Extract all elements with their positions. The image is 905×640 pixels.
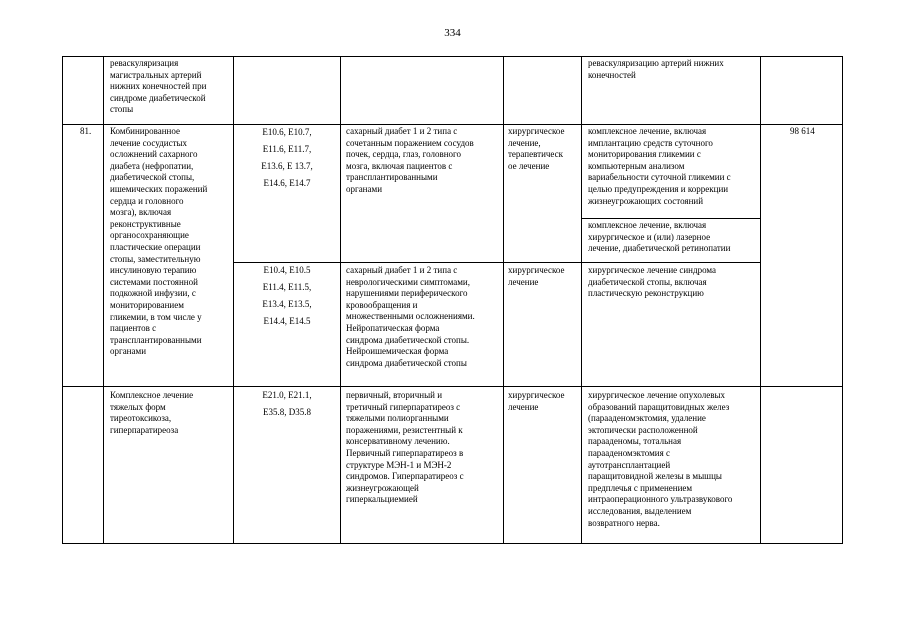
table-border xyxy=(62,386,842,387)
table-border xyxy=(581,218,760,219)
table-border xyxy=(503,56,504,544)
table-border xyxy=(62,56,63,544)
row82-model-cell: первичный, вторичный и третичный гиперпаратиреоз с тяжелыми полиорганными поражениями, резистентный к консервативному лечению. Первичный гиперпаратиреоз в структуре МЭН-1 и МЭН-2 синдромов. Гиперпаратиреоз с жизнеугрожающей гиперкальциемией xyxy=(346,390,464,505)
table-border xyxy=(62,543,842,544)
row81-sub2-type-cell: хирургическое лечение xyxy=(508,265,565,287)
row81-sub2-method-cell: хирургическое лечение синдрома диабетической стопы, включая пластическую реконструкцию xyxy=(588,265,717,299)
table-border xyxy=(62,56,842,57)
row81-name-cell: Комбинированное лечение сосудистых осложнений сахарного диабета (нефропатии, диабетической стопы, ишемических поражений сердца и головного мозга), включая реконструктивные органосохраняющие пластические операции стопы, заместительную инсулиновую терапию системами постоянной подкожной инфузии, с мониторированием гликемии, в том числе у пациентов с трансплантированными органами xyxy=(110,126,208,357)
row82-method-cell: хирургическое лечение опухолевых образований паращитовидных желез (парааденомэктомия, удаление эктопически расположенной парааденомы, тотальная парааденомэктомия с аутотрансплантацией паращитовидной железы в мышцы предплечья с применением интраоперационного ультразвукового исследования, выделением возвратного нерва. xyxy=(588,390,733,528)
row81-sub1-method-b-cell: комплексное лечение, включая хирургическое и (или) лазерное лечение, диабетической ретинопатии xyxy=(588,220,731,254)
row81-sub2-codes-cell: E10.4, E10.5 E11.4, E11.5, E13.4, E13.5, E14.4, E14.5 xyxy=(262,265,312,326)
row81-sub1-model-cell: сахарный диабет 1 и 2 типа с сочетанным поражением сосудов почек, сердца, глаз, головного мозга, включая пациентов с трансплантированными органами xyxy=(346,126,474,194)
row81-price-cell: 98 614 xyxy=(790,126,815,136)
table-border xyxy=(62,124,842,125)
table-border xyxy=(842,56,843,544)
row81-sub1-method-a-cell: комплексное лечение, включая имплантацию средств суточного мониторирования гликемии с компьютерным анализом вариабельности суточной гликемии с целью предупреждения и коррекции жизнеугрожающих состояний xyxy=(588,126,731,206)
row82-codes-cell: E21.0, E21.1, E35.8, D35.8 xyxy=(262,390,312,417)
row81-sub1-codes-cell: E10.6, E10.7, E11.6, E11.7, E13.6, E 13.7, E14.6, E14.7 xyxy=(261,127,313,188)
row82-type-cell: хирургическое лечение xyxy=(508,390,565,412)
continuation-name-cell: реваскуляризация магистральных артерий нижних конечностей при синдроме диабетической стопы xyxy=(110,58,207,115)
continuation-method-cell: реваскуляризацию артерий нижних конечностей xyxy=(588,58,724,80)
table-border xyxy=(103,56,104,544)
table-border xyxy=(340,56,341,544)
row-number-cell: 81. xyxy=(80,126,92,136)
row81-sub2-model-cell: сахарный диабет 1 и 2 типа с неврологическими симптомами, нарушениями периферического кровообращения и множественными осложнениями. Нейропатическая форма синдрома диабетической стопы. Нейроишемическая форма синдрома диабетической стопы xyxy=(346,265,475,368)
page-number: 334 xyxy=(444,27,461,39)
row82-name-cell: Комплексное лечение тяжелых форм тиреотоксикоза, гиперпаратиреоза xyxy=(110,390,194,435)
row81-sub1-type-cell: хирургическое лечение, терапевтическ ое лечение xyxy=(508,126,565,171)
table-border xyxy=(581,56,582,544)
